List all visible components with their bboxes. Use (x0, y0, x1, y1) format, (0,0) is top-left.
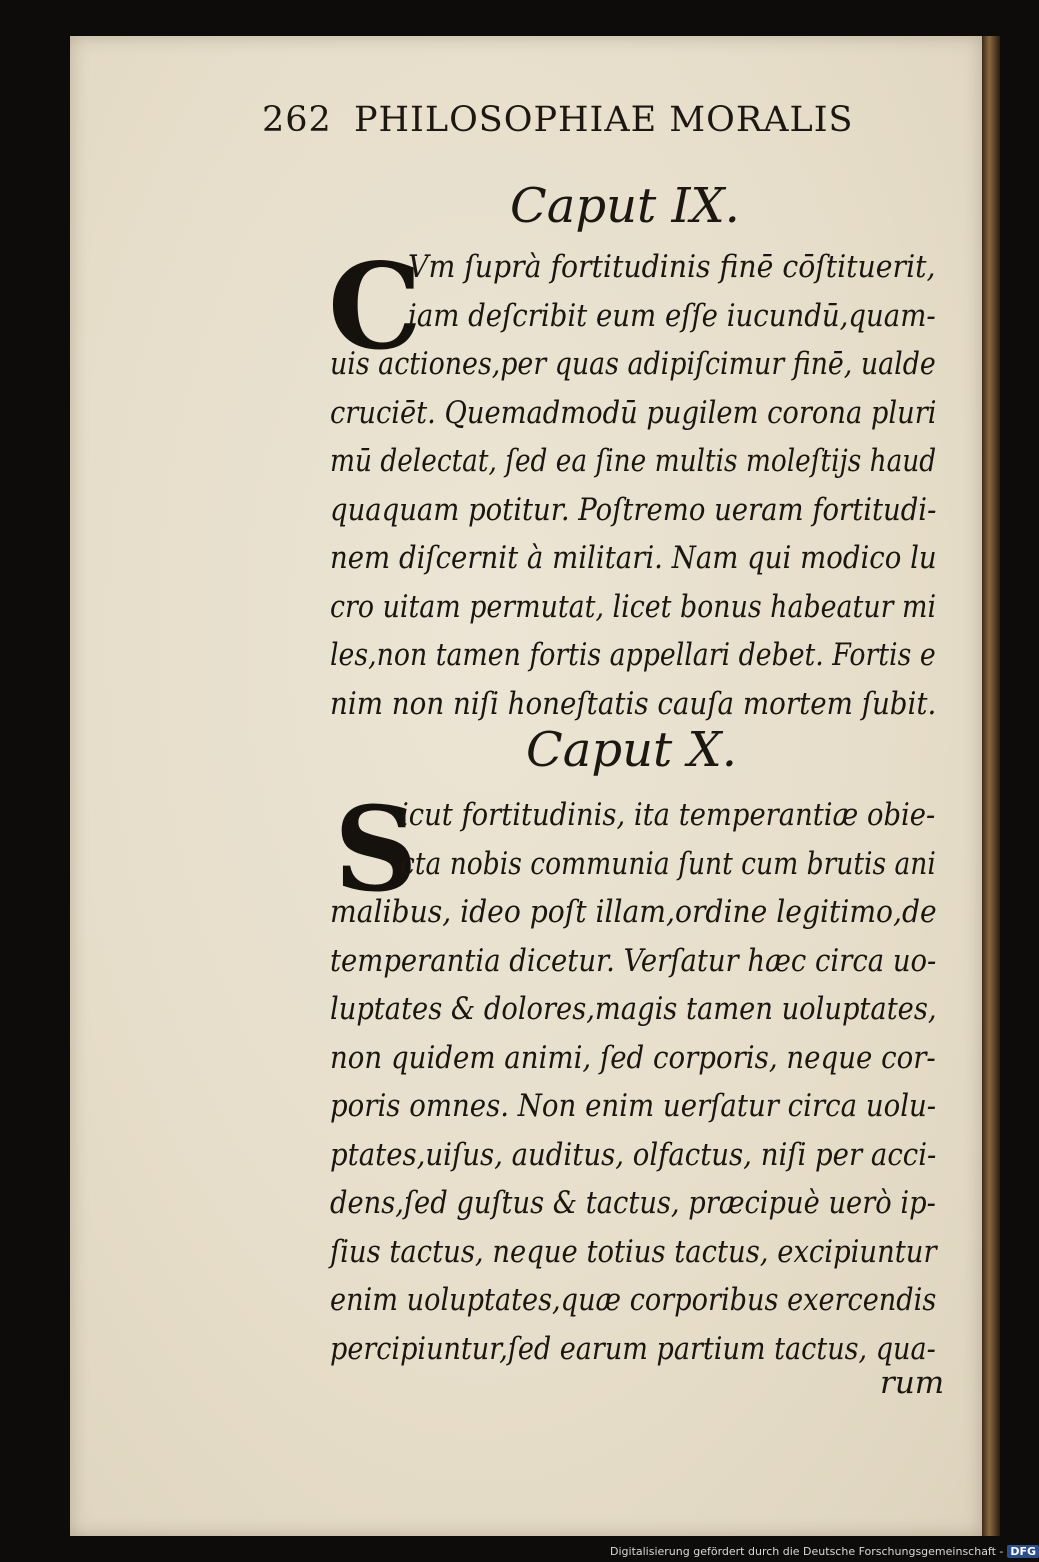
text-line: enim uoluptates,quæ corporibus exercendis (330, 1282, 937, 1318)
text-line: icut fortitudinis, ita temperantiæ obie- (400, 797, 936, 833)
drop-cap-c: C (328, 237, 422, 376)
text-line: non quidem animi, ſed corporis, neque cor- (330, 1039, 936, 1076)
page-number: 262 (262, 100, 332, 140)
chapter-heading-x: Caput X. (526, 722, 737, 778)
running-title: PHILOSOPHIAE MORALIS (353, 100, 854, 140)
text-line: luptates & dolores,magis tamen uoluptates, (330, 991, 937, 1027)
digitization-footer (610, 1545, 1039, 1558)
text-line: poris omnes. Non enim uerſatur circa uolu- (330, 1088, 937, 1124)
text-line: malibus, ideo poſt illam,ordine legitimo,de (330, 894, 937, 930)
chapter-heading-ix: Caput IX. (510, 178, 740, 234)
text-line: iam deſcribit eum eſſe iucundū,quam- (408, 297, 936, 334)
dfg-logo-icon: DFG (1007, 1545, 1039, 1558)
footer-credit: Digitalisierung gefördert durch die Deutsche Forschungsgemeinschaft - (610, 1545, 1004, 1558)
text-line: mū delectat, ſed ea ſine multis moleſtijs haud (330, 443, 937, 479)
text-line: percipiuntur,ſed earum partium tactus, qua- (330, 1330, 936, 1367)
text-line: cruciēt. Quemadmodū pugilem corona pluri (330, 394, 937, 431)
text-line: ſius tactus, neque totius tactus, excipiuntur (330, 1233, 937, 1270)
text-line: cro uitam permutat, licet bonus habeatur mi (330, 588, 937, 625)
text-line: Vm ſuprà fortitudinis finē cōſtituerit, (408, 249, 936, 285)
text-line: uis actiones,per quas adipiſcimur finē, ualde (330, 346, 936, 382)
text-line: nem diſcernit à militari. Nam qui modico lu (330, 540, 937, 576)
text-line: nim non niſi honeſtatis cauſa mortem ſubit. (330, 685, 937, 722)
text-line: ptates,uiſus, auditus, olfactus, niſi per acci- (330, 1136, 937, 1173)
text-line: dens,ſed guſtus & tactus, præcipuè uerò ip- (330, 1185, 936, 1221)
book-spine-edge (982, 36, 1000, 1536)
drop-cap-s: S (334, 782, 418, 918)
text-line: quaquam potitur. Poſtremo ueram fortitudi- (330, 491, 937, 528)
text-line: temperantia dicetur. Verſatur hæc circa uo- (330, 942, 937, 979)
text-line: cta nobis communia ſunt cum brutis ani (400, 845, 936, 882)
catchword: rum (880, 1365, 945, 1401)
text-line: les,non tamen fortis appellari debet. Fortis e (330, 637, 936, 673)
running-head (262, 100, 912, 140)
